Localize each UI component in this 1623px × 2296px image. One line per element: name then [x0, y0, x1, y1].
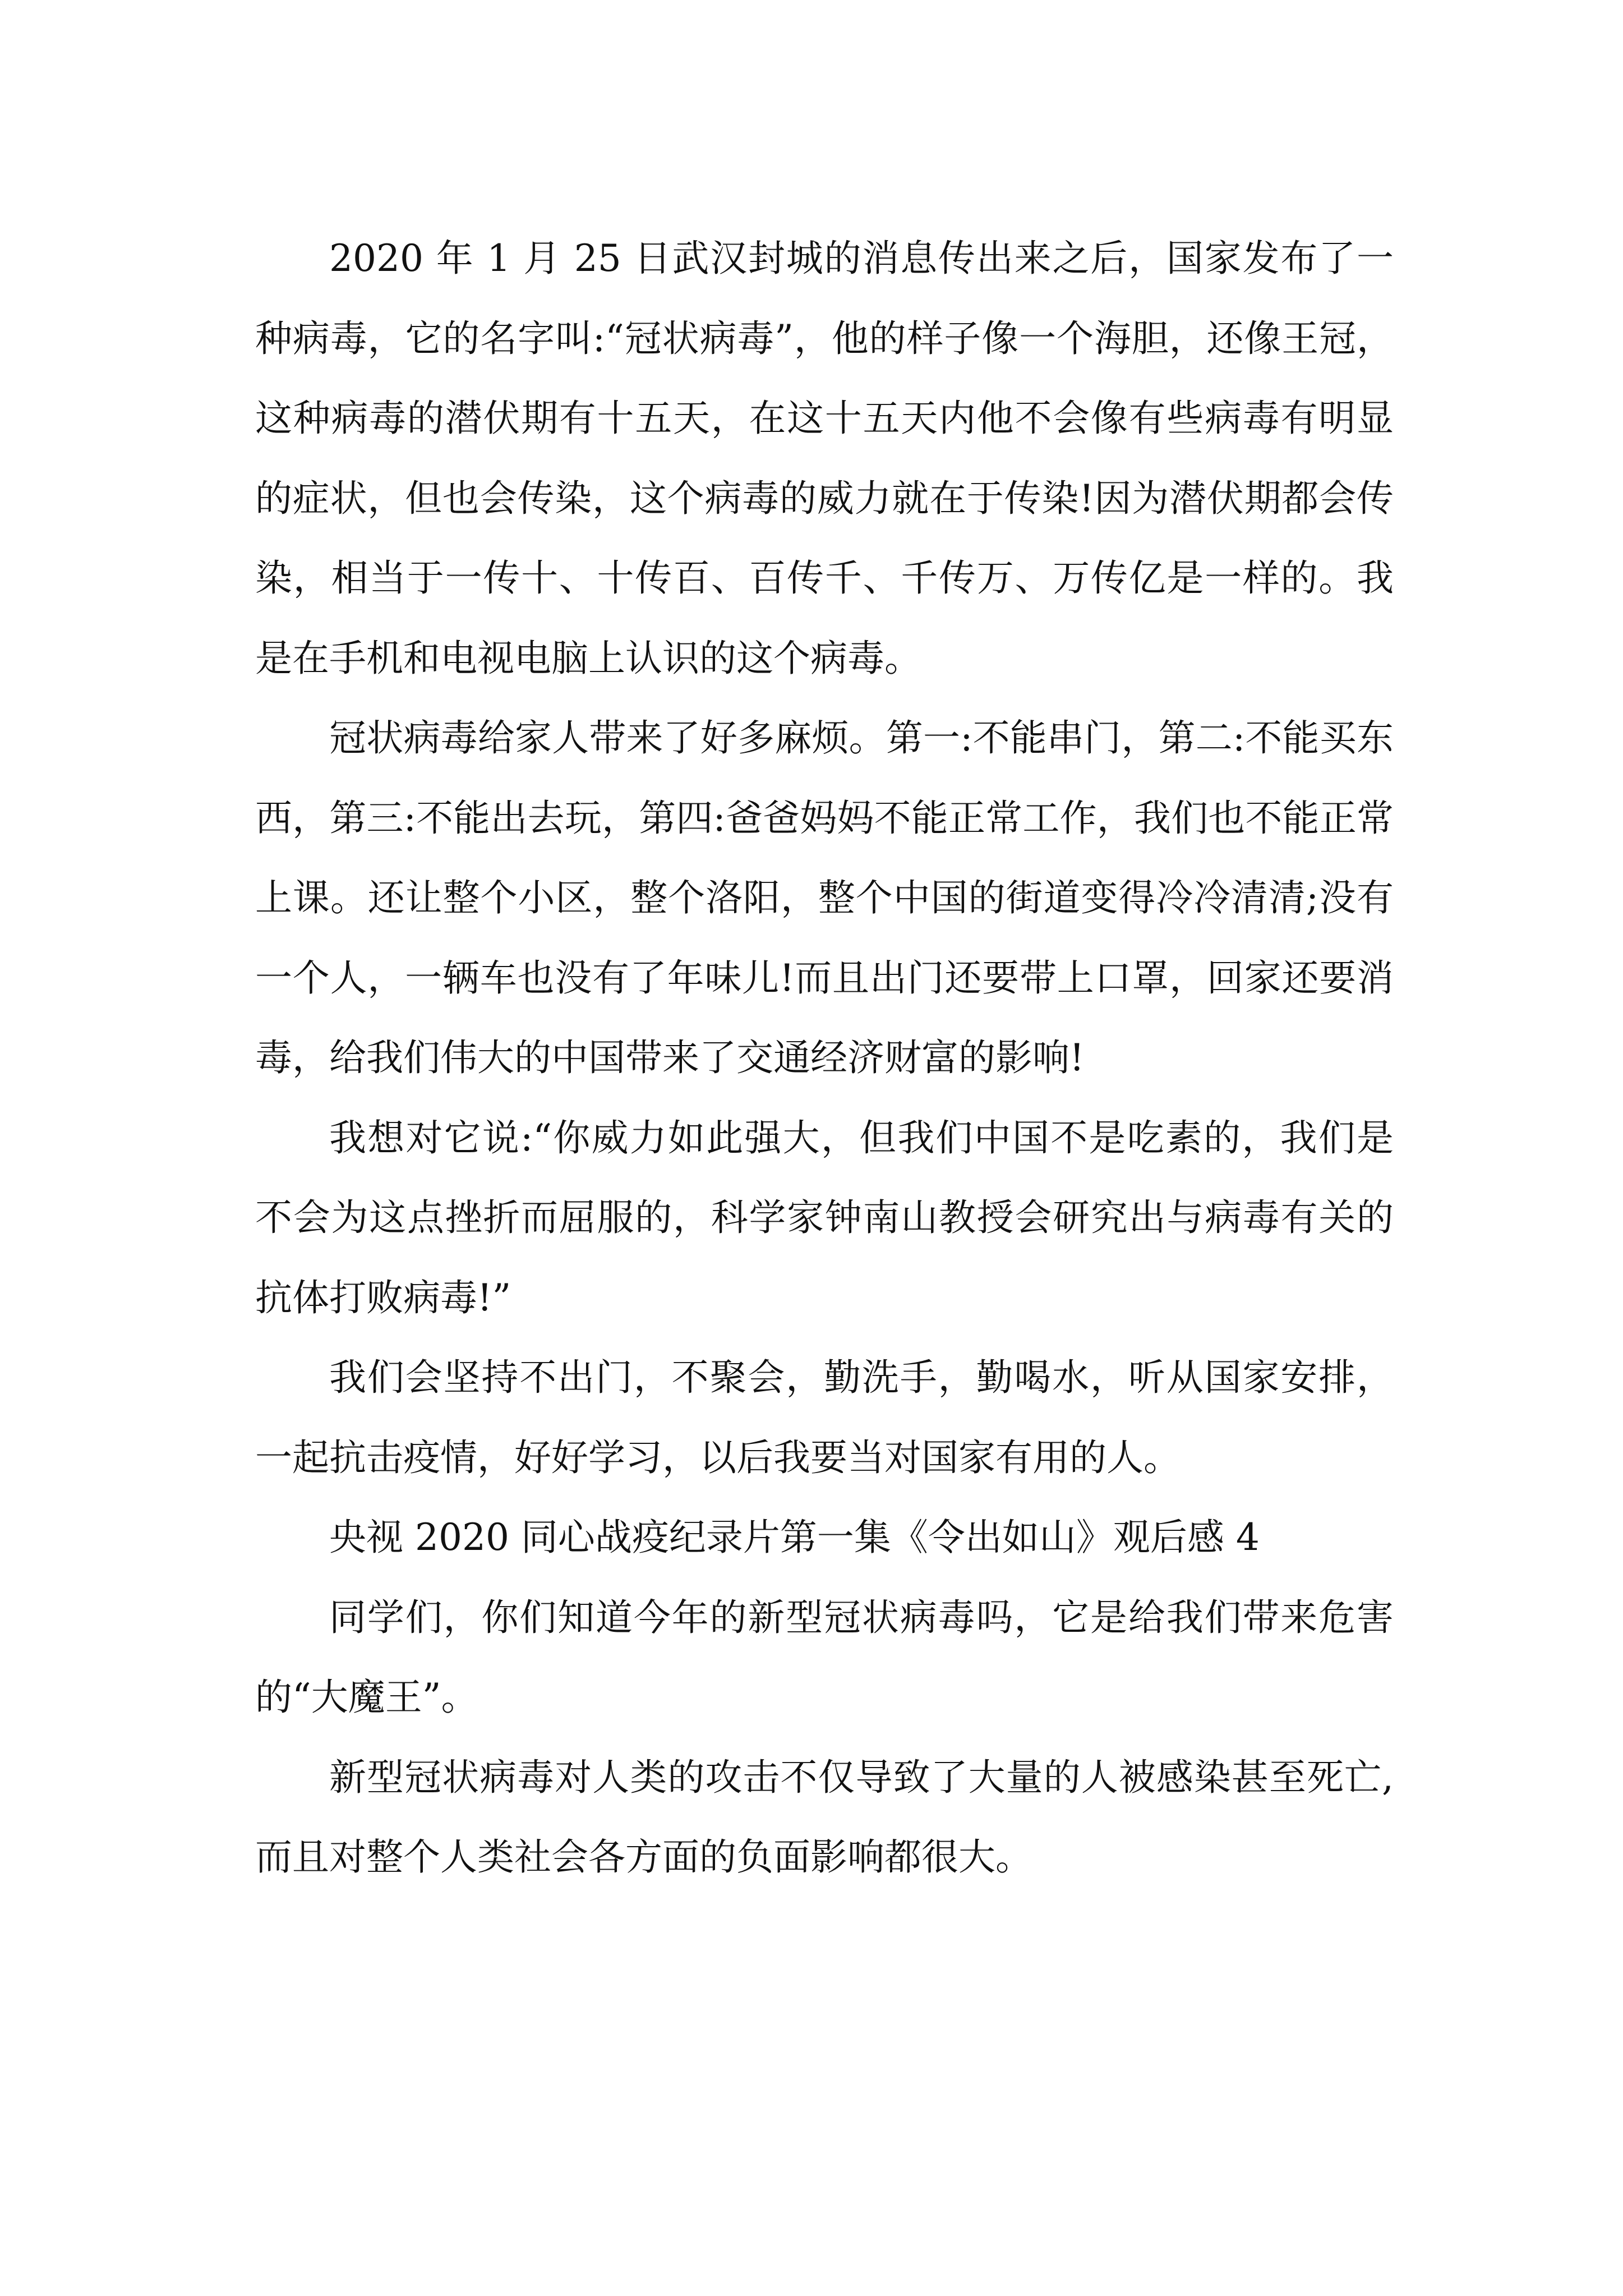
paragraph-4: 我们会坚持不出门，不聚会，勤洗手，勤喝水，听从国家安排，一起抗击疫情，好好学习，以后我要当对国家有用的人。: [255, 1356, 1394, 1479]
paragraph-2: 冠状病毒给家人带来了好多麻烦。第一:不能串门，第二:不能买东西，第三:不能出去玩，第四:爸爸妈妈不能正常工作，我们也不能正常上课。还让整个小区，整个洛阳，整个中国的街道变得冷冷清清;没有一个人，一辆车也没有了年味儿!而且出门还要带上口罩，回家还要消毒，给我们伟大的中国带来了交通经济财富的影响!: [255, 716, 1394, 1079]
paragraph-3: 我想对它说:“你威力如此强大，但我们中国不是吃素的，我们是不会为这点挫折而屈服的，科学家钟南山教授会研究出与病毒有关的抗体打败病毒!”: [255, 1116, 1394, 1319]
document-body: [255, 219, 1394, 1898]
paragraph-6: 新型冠状病毒对人类的攻击不仅导致了大量的人被感染甚至死亡,而且对整个人类社会各方面的负面影响都很大。: [255, 1755, 1394, 1879]
paragraph-1: 2020 年 1 月 25 日武汉封城的消息传出来之后，国家发布了一种病毒，它的名字叫:“冠状病毒”，他的样子像一个海胆，还像王冠，这种病毒的潜伏期有十五天，在这十五天内他不会像有些病毒有明显的症状，但也会传染，这个病毒的威力就在于传染!因为潜伏期都会传染，相当于一传十、十传百、百传千、千传万、万传亿是一样的。我是在手机和电视电脑上认识的这个病毒。: [255, 237, 1394, 680]
section-title: 央视 2020 同心战疫纪录片第一集《令出如山》观后感 4: [329, 1516, 1260, 1559]
paragraph-5: 同学们，你们知道今年的新型冠状病毒吗，它是给我们带来危害的“大魔王”。: [255, 1595, 1394, 1719]
